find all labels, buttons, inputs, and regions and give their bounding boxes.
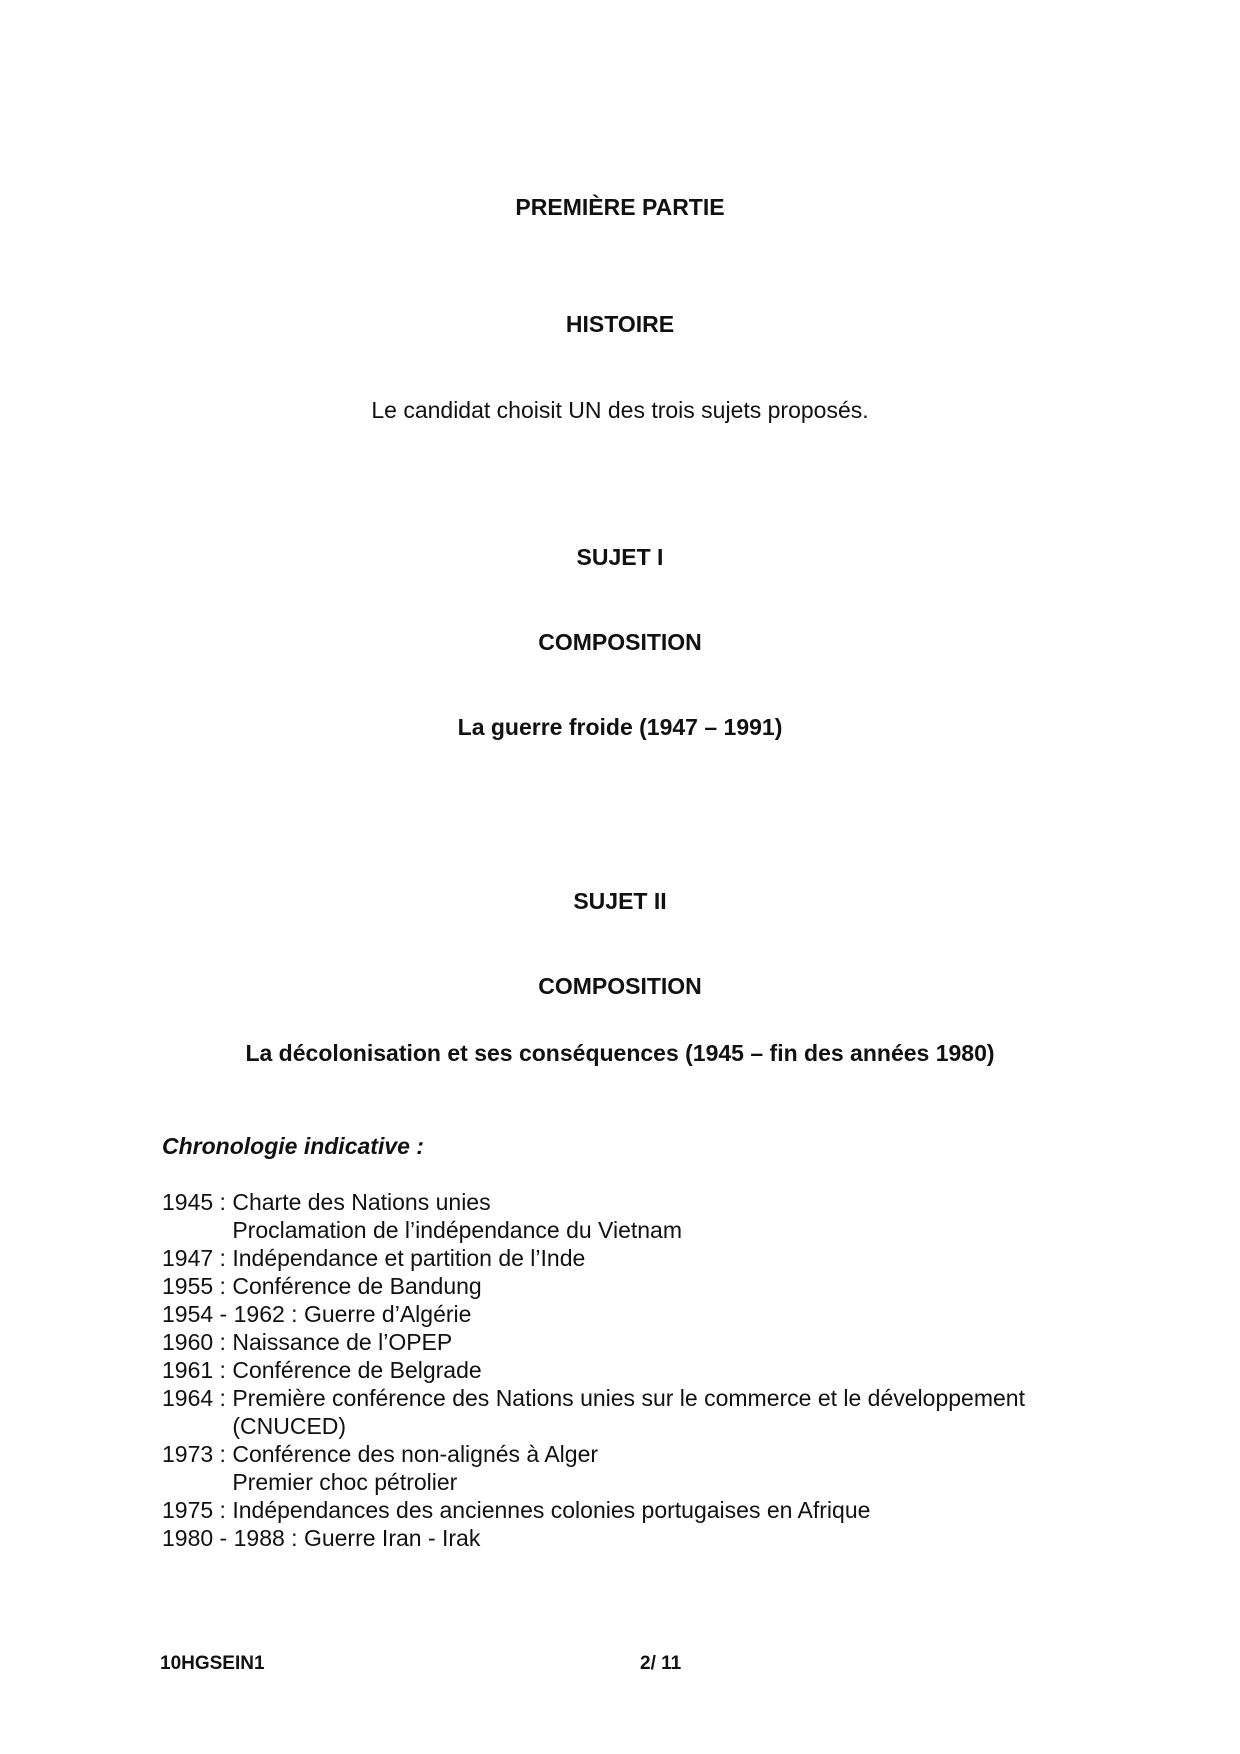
- chronology-events: [304, 1524, 480, 1552]
- chronology-event: Naissance de l’OPEP: [232, 1329, 453, 1355]
- subject-1-number: SUJET I: [576, 544, 664, 570]
- chronology-events: [232, 1272, 481, 1300]
- chronology-entry: [162, 1188, 1162, 1244]
- chronology-entry: [162, 1440, 1162, 1496]
- chronology-title: Chronologie indicative :: [162, 1133, 424, 1159]
- chronology-event: Charte des Nations unies: [232, 1189, 491, 1215]
- chronology-event: Premier choc pétrolier: [232, 1469, 458, 1495]
- chronology-event: Conférence de Belgrade: [232, 1357, 482, 1383]
- chronology-events: [232, 1356, 481, 1384]
- chronology-event: (CNUCED): [232, 1413, 347, 1439]
- chronology-event: Indépendances des anciennes colonies portugaises en Afrique: [232, 1497, 871, 1523]
- chronology-date: 1955 :: [162, 1273, 233, 1299]
- chronology-entry: [162, 1496, 1162, 1524]
- subject-1-title: La guerre froide (1947 – 1991): [457, 714, 783, 740]
- chronology-entry: [162, 1300, 1162, 1328]
- chronology-event: Conférence de Bandung: [232, 1273, 482, 1299]
- chronology-event: Première conférence des Nations unies sur le commerce et le développement: [232, 1385, 1025, 1411]
- section-heading: HISTOIRE: [565, 311, 675, 337]
- chronology-date: 1960 :: [162, 1329, 233, 1355]
- chronology-date: 1945 :: [162, 1189, 233, 1215]
- chronology-event: Indépendance et partition de l’Inde: [232, 1245, 586, 1271]
- chronology-date: 1975 :: [162, 1497, 233, 1523]
- chronology-date: 1947 :: [162, 1245, 233, 1271]
- chronology-events: [232, 1328, 452, 1356]
- chronology-events: [304, 1300, 471, 1328]
- chronology-date: 1980 - 1988 :: [162, 1525, 304, 1551]
- chronology-events: [232, 1440, 598, 1496]
- chronology-entry: [162, 1384, 1162, 1440]
- chronology-event: Guerre d’Algérie: [303, 1301, 472, 1327]
- subject-1-type: COMPOSITION: [538, 629, 702, 655]
- chronology-events: [232, 1244, 585, 1272]
- page-number: 2/ 11: [640, 1653, 682, 1674]
- chronology-entry: [162, 1524, 1162, 1552]
- chronology-entry: [162, 1244, 1162, 1272]
- chronology-events: [232, 1384, 1025, 1440]
- chronology-event: Proclamation de l’indépendance du Vietnam: [232, 1217, 683, 1243]
- chronology-date: 1964 :: [162, 1385, 233, 1411]
- chronology-entry: [162, 1356, 1162, 1384]
- chronology-list: [162, 1188, 1162, 1552]
- chronology-entry: [162, 1328, 1162, 1356]
- chronology-events: [232, 1188, 682, 1244]
- chronology-date: 1961 :: [162, 1357, 233, 1383]
- chronology-entry: [162, 1272, 1162, 1300]
- document-code: 10HGSEIN1: [160, 1653, 265, 1674]
- chronology-events: [232, 1496, 870, 1524]
- part-heading: PREMIÈRE PARTIE: [515, 194, 725, 220]
- chronology-date: 1973 :: [162, 1441, 233, 1467]
- chronology-date: 1954 - 1962 :: [162, 1301, 304, 1327]
- subject-2-title: La décolonisation et ses conséquences (1945 – fin des années 1980): [245, 1040, 995, 1066]
- subject-2-number: SUJET II: [573, 888, 667, 914]
- instruction-text: Le candidat choisit UN des trois sujets proposés.: [371, 397, 869, 423]
- chronology-event: Conférence des non-alignés à Alger: [232, 1441, 599, 1467]
- chronology-event: Guerre Iran - Irak: [303, 1525, 481, 1551]
- subject-2-type: COMPOSITION: [538, 973, 702, 999]
